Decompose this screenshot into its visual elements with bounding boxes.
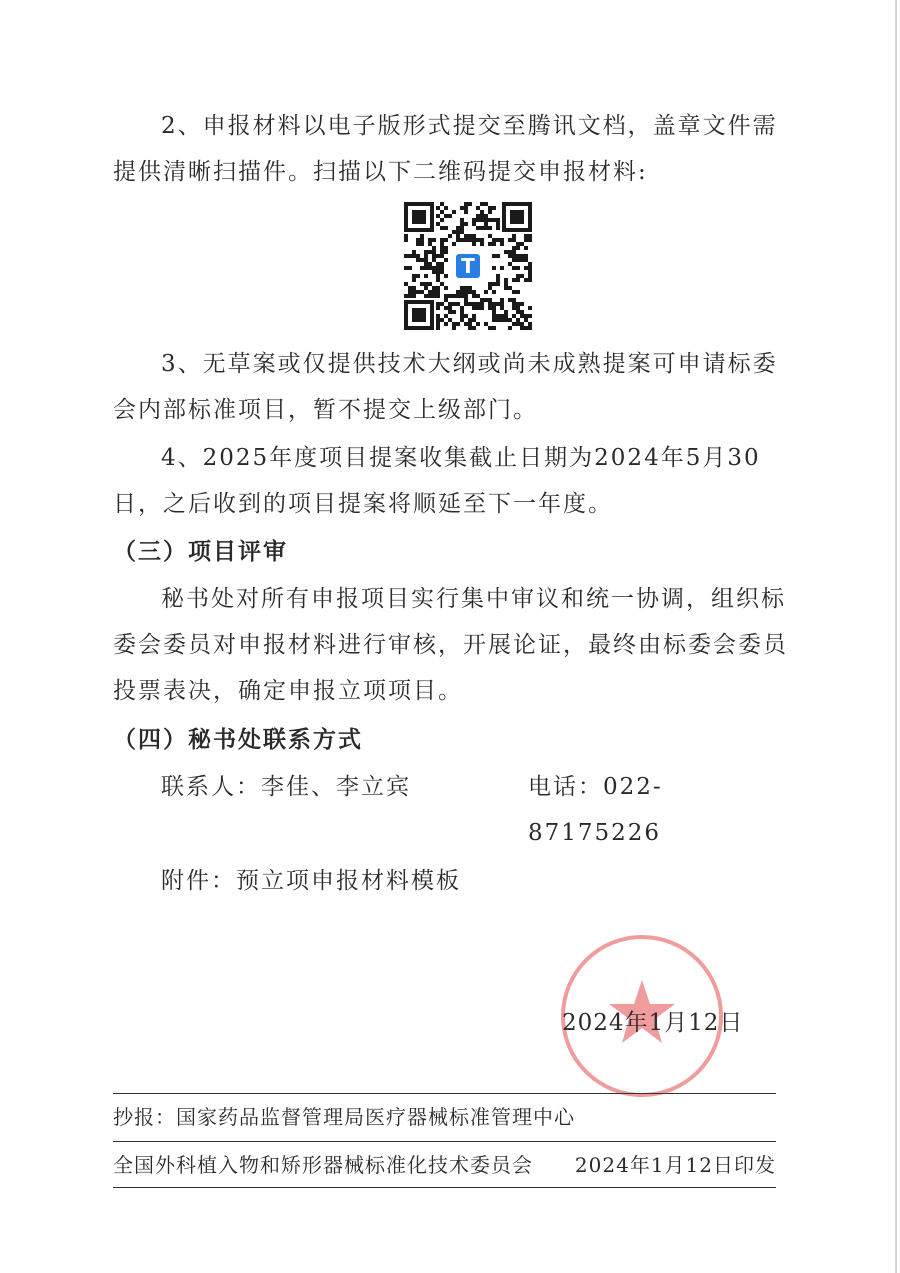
footer-rule-bottom: [113, 1187, 776, 1188]
footer-issue-date: 2024年1月12日印发: [574, 1153, 776, 1177]
section-heading-review: （三）项目评审: [113, 538, 288, 565]
paragraph-review: 秘书处对所有申报项目实行集中审议和统一协调，组织标委会委员对申报材料进行审核，开展论证，最终由标委会委员投票表决，确定申报立项项目。: [113, 586, 788, 704]
footer-issuer: 全国外科植入物和矫形器械标准化技术委员会: [113, 1153, 533, 1177]
footer-issuer-line: [113, 1145, 776, 1185]
footer-rule-top: [113, 1093, 776, 1094]
document-date: 2024年1月12日: [562, 1010, 744, 1036]
attachment-line: 附件：预立项申报材料模板: [161, 868, 461, 894]
paragraph-item-4: 4、2025年度项目提案收集截止日期为2024年5月30日，之后收到的项目提案将顺延至下一年度。: [113, 445, 761, 517]
tencent-docs-icon: T: [453, 251, 483, 281]
paragraph-item-2: 2、申报材料以电子版形式提交至腾讯文档，盖章文件需提供清晰扫描件。扫描以下二维码提交申报材料:: [113, 113, 778, 185]
paragraph-item-3: 3、无草案或仅提供技术大纲或尚未成熟提案可申请标委会内部标准项目，暂不提交上级部门。: [113, 351, 778, 423]
contact-person: 联系人：李佳、李立宾: [161, 774, 411, 800]
qr-code[interactable]: [404, 202, 532, 330]
page-edge: [895, 0, 897, 1273]
contact-phone: 电话：022-87175226: [528, 774, 663, 846]
footer-cc: 抄报：国家药品监督管理局医疗器械标准管理中心: [113, 1105, 575, 1129]
section-heading-contact: （四）秘书处联系方式: [113, 726, 363, 753]
footer-rule-middle: [113, 1141, 776, 1142]
contact-line: [113, 764, 793, 846]
